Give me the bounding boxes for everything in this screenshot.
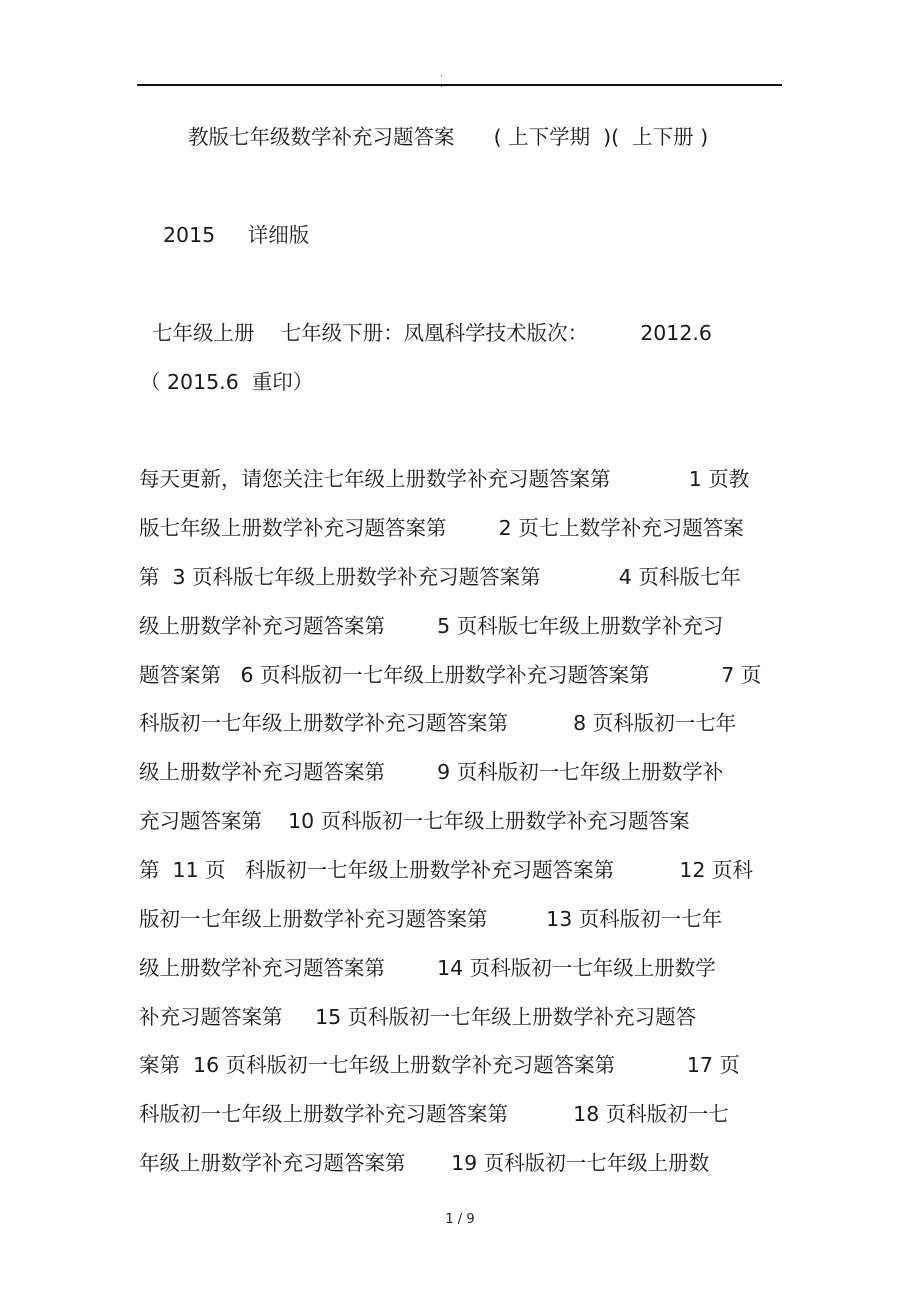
reprint-info: （ 2015.6 重印） [140, 370, 314, 394]
body-line: 科版初一七年级上册数学补充习题答案第 18 页科版初一七 [139, 1102, 729, 1126]
page-number: 1 / 9 [445, 1212, 475, 1227]
document-title: 教版七年级数学补充习题答案 ( 上下学期 )( 上下册 ) [188, 125, 709, 149]
header-dots: . [440, 68, 462, 79]
body-line: 科版初一七年级上册数学补充习题答案第 8 页科版初一七年 [139, 711, 737, 735]
body-line: 级上册数学补充习题答案第 5 页科版七年级上册数学补充习 [139, 614, 724, 638]
body-line: 案第 16 页科版初一七年级上册数学补充习题答案第 17 页 [139, 1053, 740, 1077]
body-line: 版七年级上册数学补充习题答案第 2 页七上数学补充习题答案 [139, 516, 744, 540]
body-line: 级上册数学补充习题答案第 9 页科版初一七年级上册数学补 [139, 760, 724, 784]
body-line: 级上册数学补充习题答案第 14 页科版初一七年级上册数学 [139, 956, 716, 980]
header-rule [137, 84, 782, 86]
body-line: 补充习题答案第 15 页科版初一七年级上册数学补充习题答 [139, 1005, 697, 1029]
edition-line: 2015 详细版 [163, 223, 310, 247]
body-line: 题答案第 6 页科版初一七年级上册数学补充习题答案第 7 页 [139, 663, 762, 687]
publication-info: 七年级上册 七年级下册：凤凰科学技术版次： 2012.6 [152, 321, 712, 345]
body-line: 版初一七年级上册数学补充习题答案第 13 页科版初一七年 [139, 907, 723, 931]
body-line: 充习题答案第 10 页科版初一七年级上册数学补充习题答案 [139, 809, 690, 833]
body-line: 第 11 页 科版初一七年级上册数学补充习题答案第 12 页科 [139, 858, 753, 882]
body-line: 年级上册数学补充习题答案第 19 页科版初一七年级上册数 [139, 1151, 710, 1175]
body-line: 第 3 页科版七年级上册数学补充习题答案第 4 页科版七年 [139, 565, 741, 589]
body-line: 每天更新，请您关注七年级上册数学补充习题答案第 1 页教 [139, 467, 750, 491]
